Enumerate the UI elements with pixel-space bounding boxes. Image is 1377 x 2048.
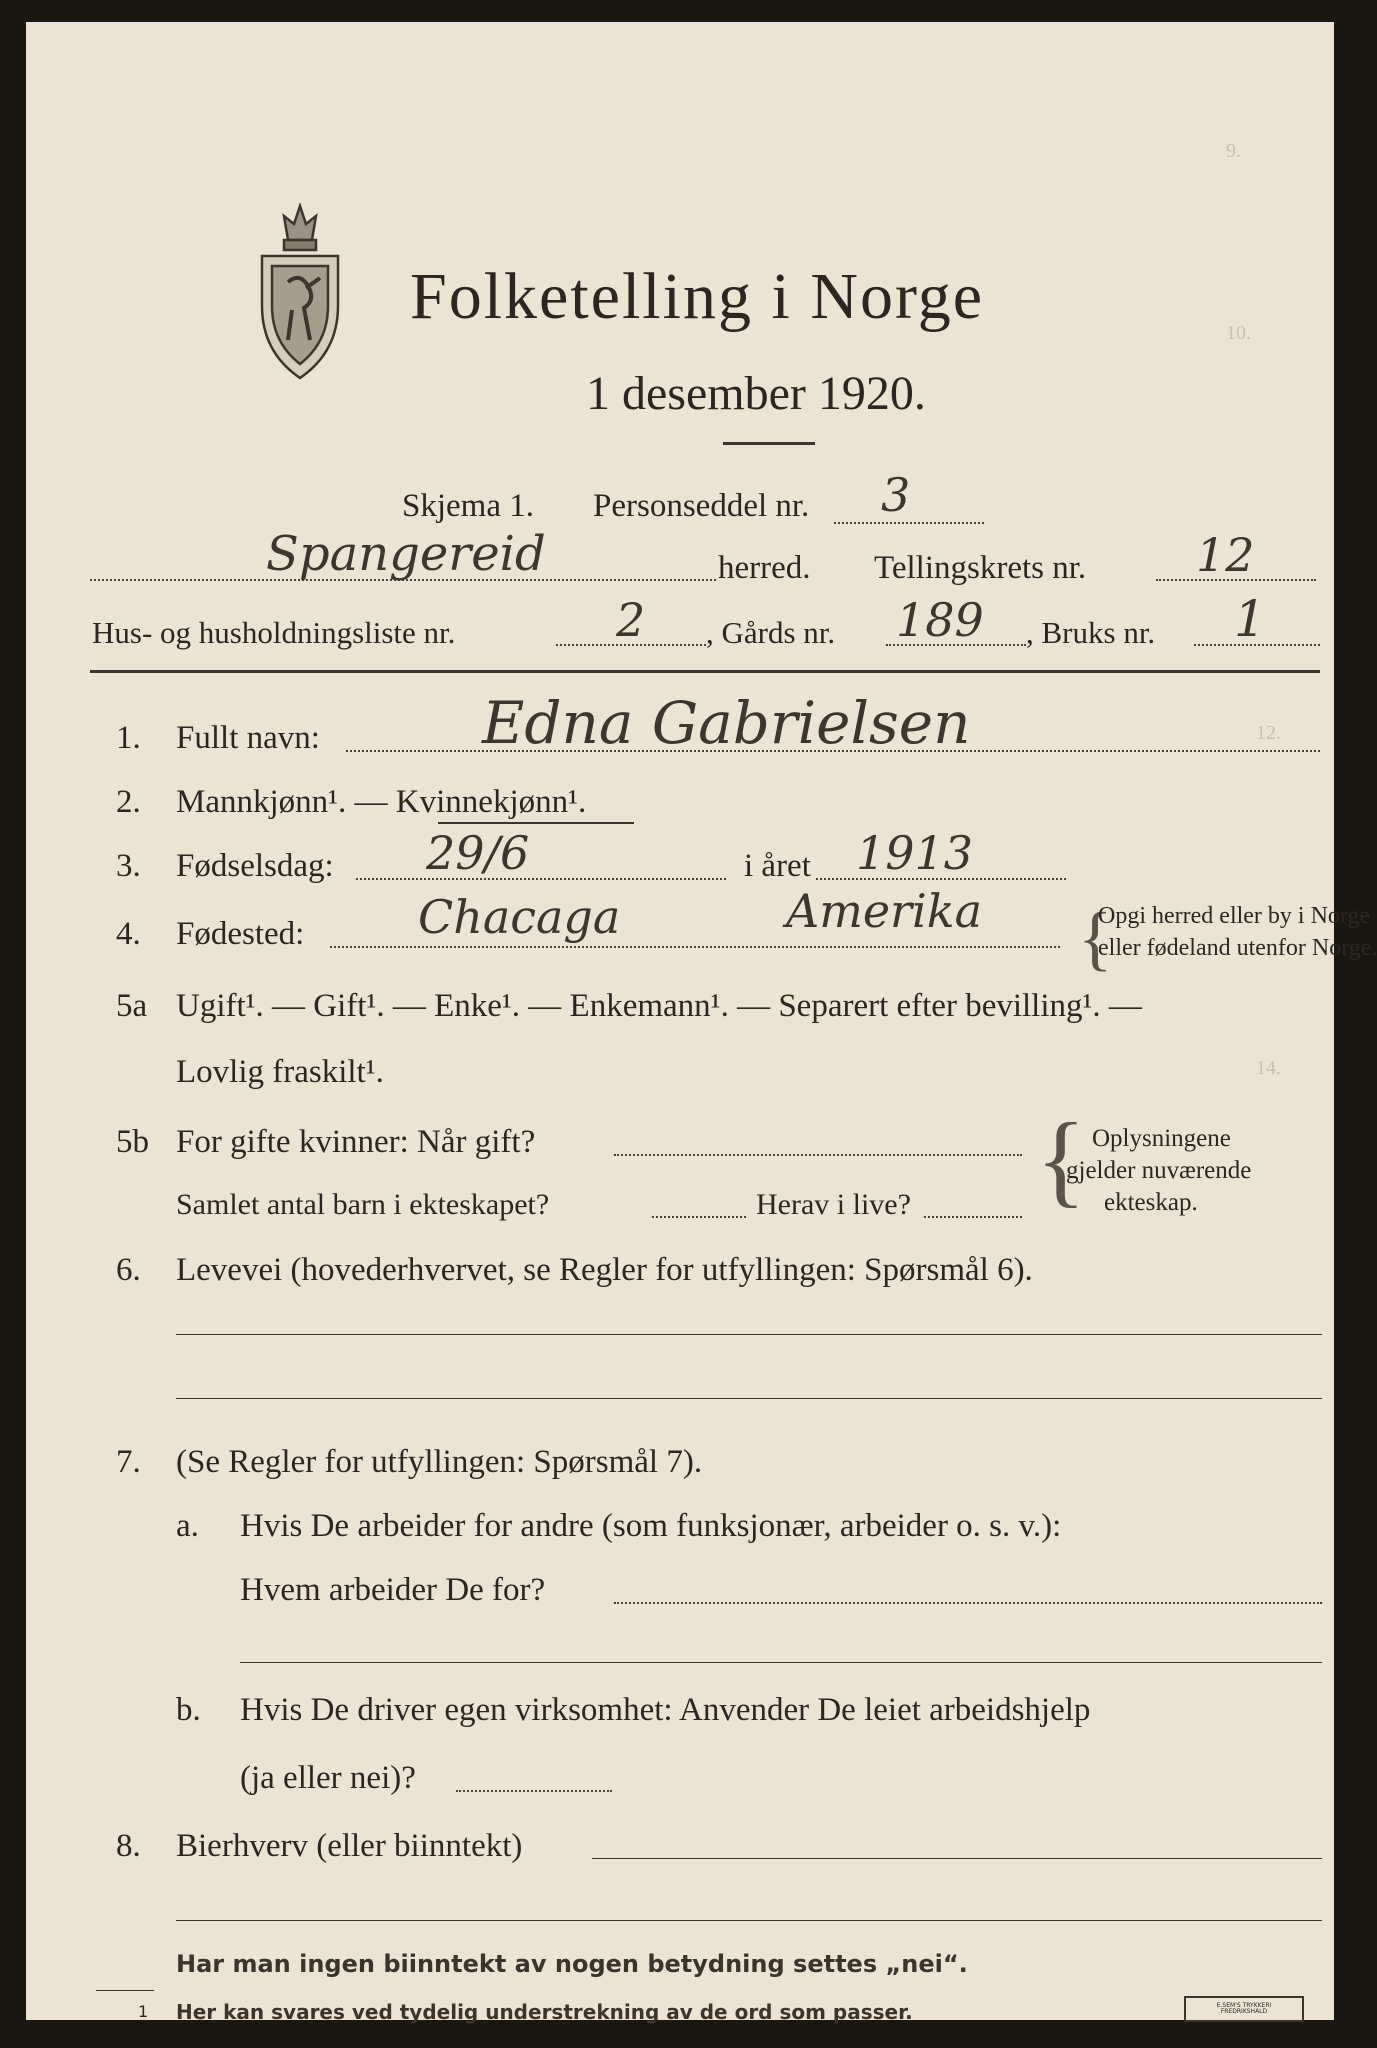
- footnote-mark: 1: [138, 2002, 149, 2021]
- q7a-field-line-2[interactable]: [240, 1662, 1322, 1663]
- q7a-employer-label: Hvem arbeider De for?: [240, 1572, 546, 1608]
- q5b-married-field-line: [614, 1154, 1022, 1156]
- q3-year-label: i året: [744, 848, 811, 884]
- q6-field-line-1[interactable]: [176, 1334, 1322, 1335]
- q2-number: 2.: [116, 784, 141, 820]
- q5b-alive-label: Herav i live?: [756, 1188, 911, 1221]
- q3-number: 3.: [116, 848, 141, 884]
- q5a-number: 5a: [116, 988, 148, 1024]
- q8-field-line-2[interactable]: [176, 1920, 1322, 1921]
- husliste-value[interactable]: 2: [616, 593, 646, 647]
- q4-note-line1: Opgi herred eller by i Norge: [1098, 903, 1371, 929]
- q4-birthplace-value-country[interactable]: Amerika: [786, 884, 983, 938]
- q6-occupation-label: Levevei (hovederhvervet, se Regler for utfyllingen: Spørsmål 6).: [176, 1252, 1033, 1288]
- q5b-note-line3: ekteskap.: [1104, 1189, 1198, 1216]
- q3-birthyear-value[interactable]: 1913: [856, 826, 974, 880]
- q5b-note-line2: gjelder nuværende: [1066, 1157, 1252, 1184]
- q6-field-line-2[interactable]: [176, 1398, 1322, 1399]
- footnote-rule: [96, 1990, 154, 1991]
- q3-field-line: [356, 878, 726, 880]
- q4-note-line2: eller fødeland utenfor Norge.: [1098, 935, 1377, 961]
- bleed-through-text: 12.: [1256, 722, 1281, 744]
- q5a-marital-options: Ugift¹. — Gift¹. — Enke¹. — Enkemann¹. — Separert efter bevilling¹. —: [176, 988, 1142, 1024]
- q5b-children-field-line: [652, 1216, 746, 1218]
- q4-birthplace-value[interactable]: Chacaga: [418, 890, 621, 944]
- q1-full-name-value[interactable]: Edna Gabrielsen: [482, 689, 971, 757]
- q5b-married-label: For gifte kvinner: Når gift?: [176, 1124, 536, 1160]
- q3-label: Fødselsdag:: [176, 848, 334, 884]
- personseddel-field-line: [834, 522, 984, 524]
- q8-field-line-1[interactable]: [592, 1858, 1322, 1859]
- q8-side-income-label: Bierhverv (eller biinntekt): [176, 1828, 523, 1864]
- q7a-employer-field-line[interactable]: [614, 1602, 1322, 1604]
- q4-number: 4.: [116, 916, 141, 952]
- q1-label: Fullt navn:: [176, 720, 320, 756]
- bruks-value[interactable]: 1: [1234, 590, 1266, 648]
- q5b-number: 5b: [116, 1124, 149, 1160]
- q7b-letter: b.: [176, 1692, 201, 1728]
- q7-label: (Se Regler for utfyllingen: Spørsmål 7).: [176, 1444, 703, 1480]
- bleed-through-text: 10.: [1226, 322, 1251, 344]
- header-divider: [90, 670, 1320, 673]
- gards-label: , Gårds nr.: [706, 615, 836, 650]
- gards-value[interactable]: 189: [896, 593, 984, 647]
- q5a-marital-options-cont: Lovlig fraskilt¹.: [176, 1054, 384, 1090]
- q3-birthdate-value[interactable]: 29/6: [426, 826, 530, 880]
- q7a-letter: a.: [176, 1508, 199, 1544]
- skjema-label: Skjema 1.: [402, 488, 534, 524]
- norwegian-coat-of-arms-icon: [248, 202, 352, 384]
- printer-stamp: E.SEM'S TRYKKERI FREDRIKSHALD: [1184, 1996, 1304, 2022]
- q7a-employed-label: Hvis De arbeider for andre (som funksjonær, arbeider o. s. v.):: [240, 1508, 1062, 1544]
- herred-label: herred.: [718, 550, 811, 586]
- q4-note-brace: {: [1078, 898, 1113, 978]
- q1-number: 1.: [116, 720, 141, 756]
- herred-value[interactable]: Spangereid: [266, 526, 546, 582]
- q5b-alive-field-line: [924, 1216, 1022, 1218]
- census-form-page: [26, 22, 1377, 2024]
- bleed-through-text: 9.: [1226, 140, 1241, 162]
- q5b-note-line1: Oplysningene: [1092, 1125, 1231, 1152]
- q7b-self-employed-label: Hvis De driver egen virksomhet: Anvender De leiet arbeidshjelp: [240, 1692, 1091, 1728]
- tellingskrets-value[interactable]: 12: [1196, 528, 1255, 582]
- q7b-hired-help-label: (ja eller nei)?: [240, 1760, 416, 1796]
- q5b-children-label: Samlet antal barn i ekteskapet?: [176, 1188, 550, 1221]
- form-date: 1 desember 1920.: [586, 367, 926, 420]
- q2-gender-options: Mannkjønn¹. — Kvinnekjønn¹.: [176, 784, 587, 820]
- q7-number: 7.: [116, 1444, 141, 1480]
- q4-label: Fødested:: [176, 916, 305, 952]
- personseddel-value[interactable]: 3: [881, 468, 911, 522]
- q7b-field-line[interactable]: [456, 1790, 612, 1792]
- q8-number: 8.: [116, 1828, 141, 1864]
- personseddel-label: Personseddel nr.: [593, 488, 810, 524]
- q4-field-line: [330, 946, 1060, 948]
- form-title: Folketelling i Norge: [410, 260, 985, 333]
- tellingskrets-label: Tellingskrets nr.: [874, 550, 1087, 586]
- bleed-through-text: 14.: [1256, 1057, 1281, 1079]
- footer-note: Har man ingen biinntekt av nogen betydning settes „nei“.: [176, 1950, 968, 1978]
- bruks-label: , Bruks nr.: [1026, 615, 1156, 650]
- q2-kvinnekjonn-underline: [438, 822, 634, 824]
- q6-number: 6.: [116, 1252, 141, 1288]
- footnote-text: Her kan svares ved tydelig understrekning av de ord som passer.: [176, 2000, 913, 2024]
- husliste-label: Hus- og husholdningsliste nr.: [92, 615, 456, 650]
- title-divider: [723, 442, 815, 445]
- q5b-note-brace: {: [1036, 1102, 1086, 1217]
